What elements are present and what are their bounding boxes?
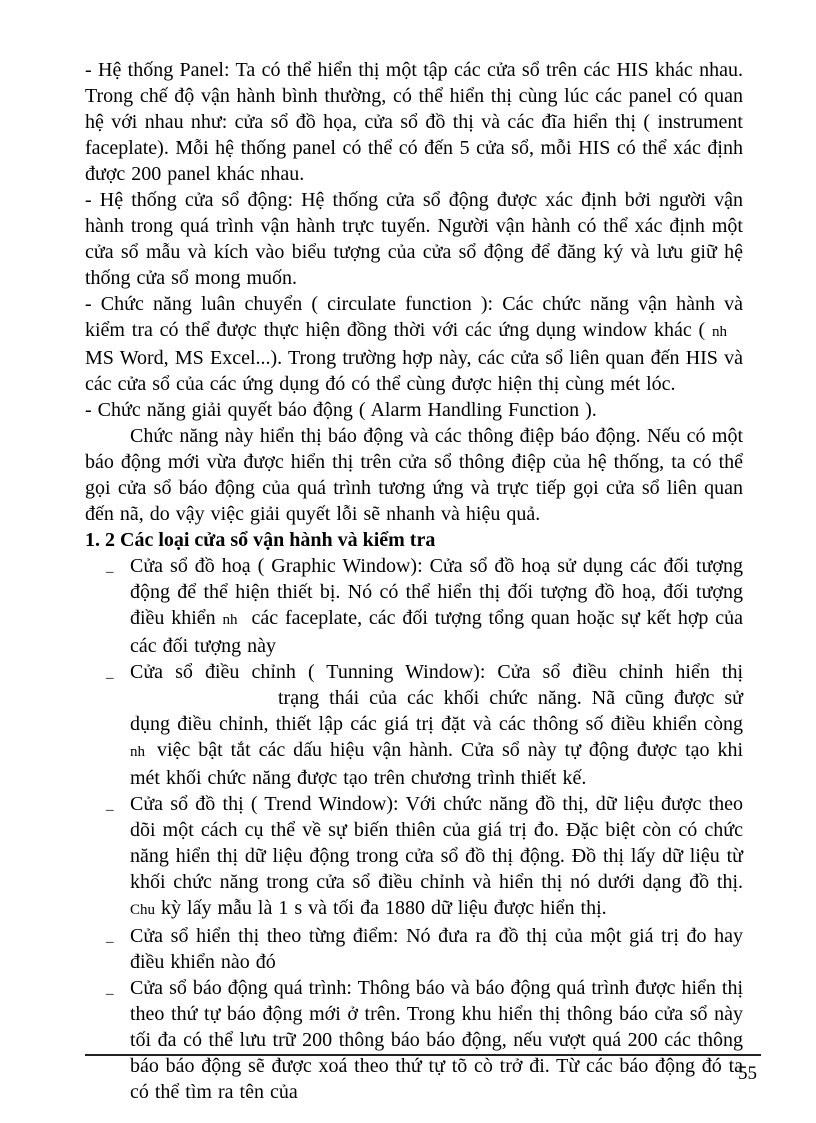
text-segment: Chu	[130, 902, 156, 918]
list-item-graphic-window	[85, 553, 743, 659]
text-segment: các faceplate, các đối tượng tổng quan hoặc sự kết hợp của các đối tượng này	[130, 607, 743, 657]
text-segment: Cửa sổ điều chỉnh ( Tunning Window): Cửa sổ điều chỉnh hiển thị	[130, 661, 743, 683]
text-segment: Cửa sổ báo động quá trình: Thông báo và báo động quá trình được hiển thị theo thứ tự báo động mới ở trên. Trong khu hiển thị thông báo cửa sổ này tối đa có thể lưu trữ 200 thông báo báo động, nếu vượt quá 200 các thông báo báo động sẽ được xoá theo thứ tự tõ cò trở đi. Từ các báo động đó ta có thể tìm ra tên của	[130, 977, 743, 1103]
list-item-text	[130, 791, 743, 923]
list-item-text	[130, 553, 743, 659]
text-segment: nh	[222, 612, 238, 628]
page-number: 55	[738, 1063, 757, 1084]
paragraph-dynamic-window-system	[85, 187, 743, 291]
text-segment: Cửa sổ hiển thị theo từng điểm: Nó đưa ra đồ thị của một giá trị đo hay điều khiển nào đó	[130, 925, 743, 973]
text-segment: nh	[130, 744, 145, 760]
bullet-dash-icon: –	[106, 670, 114, 686]
text-segment: kỳ lấy mẫu là 1 s và tối đa 1880 dữ liệu được hiển thị.	[155, 897, 607, 919]
text-gap	[145, 755, 157, 756]
text-segment: MS Word, MS Excel...). Trong trường hợp này, các cửa sổ liên quan đến HIS và các cửa sổ của các ứng dụng đó có thể cùng được hiện thị cùng mét lóc.	[85, 347, 743, 395]
text-gap	[238, 623, 252, 624]
list-item-text	[130, 923, 743, 975]
paragraph-panel-system	[85, 57, 743, 187]
text-segment: - Hệ thống Panel: Ta có thể hiển thị một tập các cửa sổ trên các HIS khác nhau. Trong chế độ vận hành bình thường, có thể hiển thị cùng lúc các panel có quan hệ với nhau như: cửa sổ đồ họa, cửa sổ đồ thị và các đĩa hiển thị ( instrument faceplate). Mỗi hệ thống panel có thể có đến 5 cửa sổ, mỗi HIS có thể xác định được 200 panel khác nhau.	[85, 59, 743, 185]
bullet-dash-icon: –	[106, 986, 114, 1002]
footer-divider	[85, 1054, 761, 1056]
list-item-point-display-window	[85, 923, 743, 975]
paragraph-circulate-function	[85, 291, 743, 397]
text-segment: trạng thái của các khối chức năng. Nã cũng được sử dụng điều chỉnh, thiết lập các giá trị đặt và các thông số điều khiển còng	[130, 687, 743, 735]
text-segment: - Chức năng luân chuyển ( circulate function ): Các chức năng vận hành và kiểm tra có thể được thực hiện đồng thời với các ứng dụng window khác (	[85, 293, 743, 341]
list-item-tuning-window	[85, 659, 743, 791]
window-types-list	[85, 553, 743, 1105]
text-segment: nh	[712, 324, 727, 340]
paragraph-alarm-handling	[85, 397, 743, 423]
text-gap	[727, 335, 743, 336]
text-segment: Cửa sổ đồ thị ( Trend Window): Với chức năng đồ thị, dữ liệu được theo dõi một cách cụ thể về sự biến thiên của giá trị đo. Đặc biệt còn có chức năng hiển thị dữ liệu động trong cửa sổ đồ thị động. Đồ thị lấy dữ liệu từ khối chức năng trong cửa sổ điều chỉnh và hiển thị nó dưới dạng đồ thị.	[130, 793, 743, 893]
text-column	[85, 57, 743, 1105]
text-segment: - Hệ thống cửa sổ động: Hệ thống cửa sổ động được xác định bởi người vận hành trong quá trình vận hành trực tuyến. Người vận hành có thể xác định một cửa sổ mẫu và kích vào biểu tượng của cửa sổ động để đăng ký và lưu giữ hệ thống cửa sổ mong muốn.	[85, 189, 743, 289]
text-segment: - Chức năng giải quyết báo động ( Alarm Handling Function ).	[85, 399, 597, 421]
bullet-dash-icon: –	[106, 564, 114, 580]
text-segment: Chức năng này hiển thị báo động và các thông điệp báo động. Nếu có một báo động mới vừa được hiển thị trên cửa sổ thông điệp của hệ thống, ta có thể gọi cửa sổ báo động của quá trình tương ứng và trực tiếp gọi cửa sổ liên quan đến nã, do vậy việc giải quyết lỗi sẽ nhanh và hiệu quả.	[85, 425, 743, 525]
section-heading: 1. 2 Các loại cửa sổ vận hành và kiểm tra	[85, 529, 436, 551]
paragraph-alarm-description	[85, 423, 743, 527]
list-item-text	[130, 659, 743, 791]
text-gap	[130, 703, 278, 704]
text-segment: việc bật tắt các dấu hiệu vận hành. Cửa sổ này tự động được tạo khi mét khối chức năng được tạo trên chương trình thiết kế.	[130, 739, 743, 789]
text-segment: Cửa sổ đồ hoạ ( Graphic Window): Cửa sổ đồ hoạ sử dụng các đối tượng động để thể hiện thiết bị. Nó có thể hiển thị đối tượng đồ hoạ, đối tượng điều khiển	[130, 555, 743, 629]
list-item-trend-window	[85, 791, 743, 923]
bullet-dash-icon: –	[106, 802, 114, 818]
bullet-dash-icon: –	[106, 934, 114, 950]
